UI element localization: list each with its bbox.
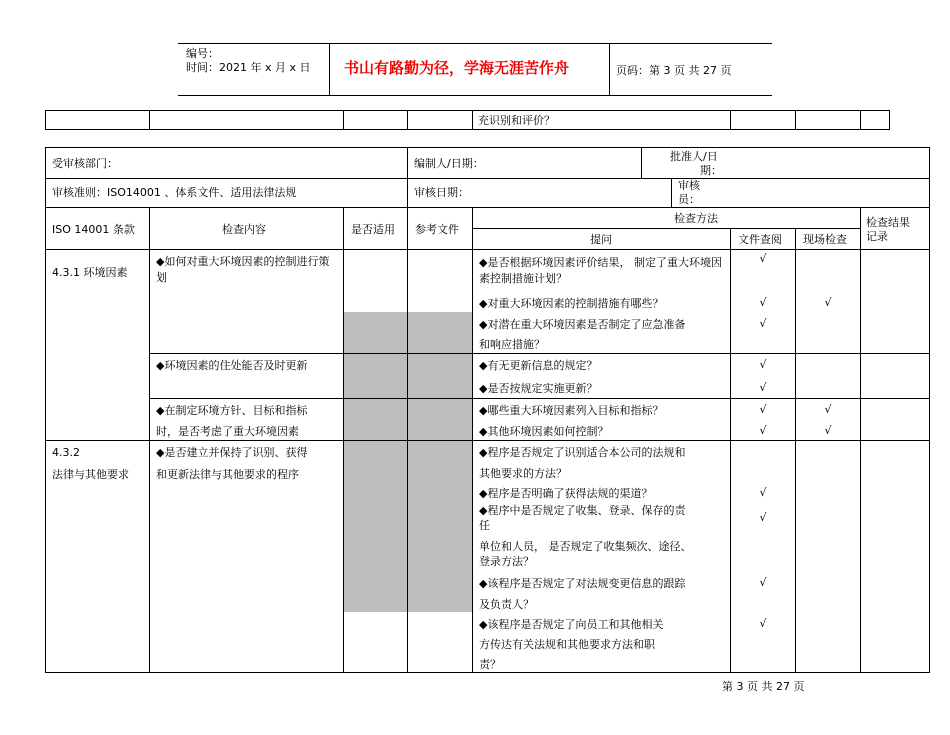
- clause-4-3-2-number: 4.3.2: [52, 446, 80, 459]
- question-item: ◆该程序是否规定了对法规变更信息的跟踪: [479, 577, 686, 590]
- question-item: ◆对潜在重大环境因素是否制定了应急准备: [479, 318, 686, 331]
- check-mark: √: [824, 403, 832, 416]
- question-item: ◆是否按规定实施更新？: [479, 382, 598, 395]
- audit-criteria-label: 审核准则：ISO14001 、体系文件、适用法律法规: [52, 186, 297, 199]
- question-item: ◆哪些重大环境因素列入目标和指标？: [479, 404, 664, 417]
- column-header-site-check: 现场检查: [803, 233, 847, 246]
- question-item: 任: [479, 519, 490, 532]
- check-mark: √: [759, 424, 767, 437]
- question-item: 及负责人？: [479, 598, 534, 611]
- content-item: ◆在制定环境方针、目标和指标: [156, 404, 308, 417]
- question-item: ◆有无更新信息的规定？: [479, 359, 598, 372]
- column-header-result-line2: 记录: [866, 230, 888, 243]
- header-motto: 书山有路勤为径，学海无涯苦作舟: [344, 59, 570, 77]
- content-item: 时，是否考虑了重大环境因素: [156, 425, 299, 438]
- auditor-label-line2: 员：: [678, 193, 700, 206]
- question-item: 登录方法？: [479, 555, 534, 568]
- check-mark: √: [759, 617, 767, 630]
- check-mark: √: [759, 576, 767, 589]
- question-item: 其他要求的方法？: [479, 467, 567, 480]
- page-footer: 第 3 页 共 27 页: [722, 680, 805, 693]
- question-item: 和响应措施？: [479, 338, 545, 351]
- audit-date-label: 审核日期：: [414, 186, 469, 199]
- column-header-doc-review: 文件查阅: [738, 233, 782, 246]
- document-time-label: 时间：2021 年 x 月 x 日: [186, 61, 311, 74]
- auditor-label-line1: 审核: [678, 179, 700, 192]
- check-mark: √: [759, 252, 767, 265]
- question-item: 方传达有关法规和其他要求方法和职: [479, 638, 655, 651]
- content-item: ◆如何对重大环境因素的控制进行策划: [156, 255, 330, 284]
- check-mark: √: [759, 403, 767, 416]
- check-mark: √: [759, 317, 767, 330]
- approver-label-line2: 期：: [700, 164, 722, 177]
- column-header-clause: ISO 14001 条款: [52, 223, 135, 236]
- clause-4-3-2-title: 法律与其他要求: [52, 468, 129, 481]
- content-item: ◆环境因素的住处能否及时更新: [156, 359, 308, 372]
- shaded-cell-reference: [408, 312, 472, 612]
- content-item: 和更新法律与其他要求的程序: [156, 468, 299, 481]
- continuation-text: 充识别和评价？: [478, 114, 555, 127]
- check-mark: √: [824, 296, 832, 309]
- column-header-applicable: 是否适用: [351, 223, 395, 236]
- column-header-content: 检查内容: [222, 223, 266, 236]
- header-page-label: 页码：第 3 页 共 27 页: [616, 64, 732, 77]
- audited-department-label: 受审核部门：: [52, 157, 118, 170]
- column-header-question: 提问: [590, 233, 612, 246]
- check-mark: √: [824, 424, 832, 437]
- shaded-cell-applicable: [344, 312, 407, 612]
- column-header-method: 检查方法: [674, 212, 718, 225]
- question-item: ◆其他环境因素如何控制？: [479, 425, 609, 438]
- compiler-label: 编制人/日期：: [414, 157, 484, 170]
- check-mark: √: [759, 358, 767, 371]
- check-mark: √: [759, 296, 767, 309]
- check-mark: √: [759, 381, 767, 394]
- document-code-label: 编号：: [186, 47, 219, 60]
- column-header-reference: 参考文件: [415, 223, 459, 236]
- approver-label-line1: 批准人/日: [670, 150, 718, 163]
- column-header-result-line1: 检查结果: [866, 216, 910, 229]
- clause-4-3-1: 4.3.1 环境因素: [52, 266, 128, 279]
- question-item: ◆程序中是否规定了收集、登录、保存的责: [479, 504, 686, 517]
- continuation-row: [45, 110, 890, 130]
- question-item: 责？: [479, 658, 501, 671]
- question-item: ◆程序是否规定了识别适合本公司的法规和: [479, 446, 686, 459]
- check-mark: √: [759, 486, 767, 499]
- question-item: ◆是否根据环境因素评价结果， 制定了重大环境因素控制措施计划？: [479, 256, 722, 285]
- question-item: 单位和人员， 是否规定了收集频次、途径、: [479, 540, 692, 553]
- question-item: ◆该程序是否规定了向员工和其他相关: [479, 618, 664, 631]
- question-item: ◆程序是否明确了获得法规的渠道？: [479, 487, 653, 500]
- question-item: ◆对重大环境因素的控制措施有哪些？: [479, 297, 664, 310]
- content-item: ◆是否建立并保持了识别、获得: [156, 446, 308, 459]
- check-mark: √: [759, 511, 767, 524]
